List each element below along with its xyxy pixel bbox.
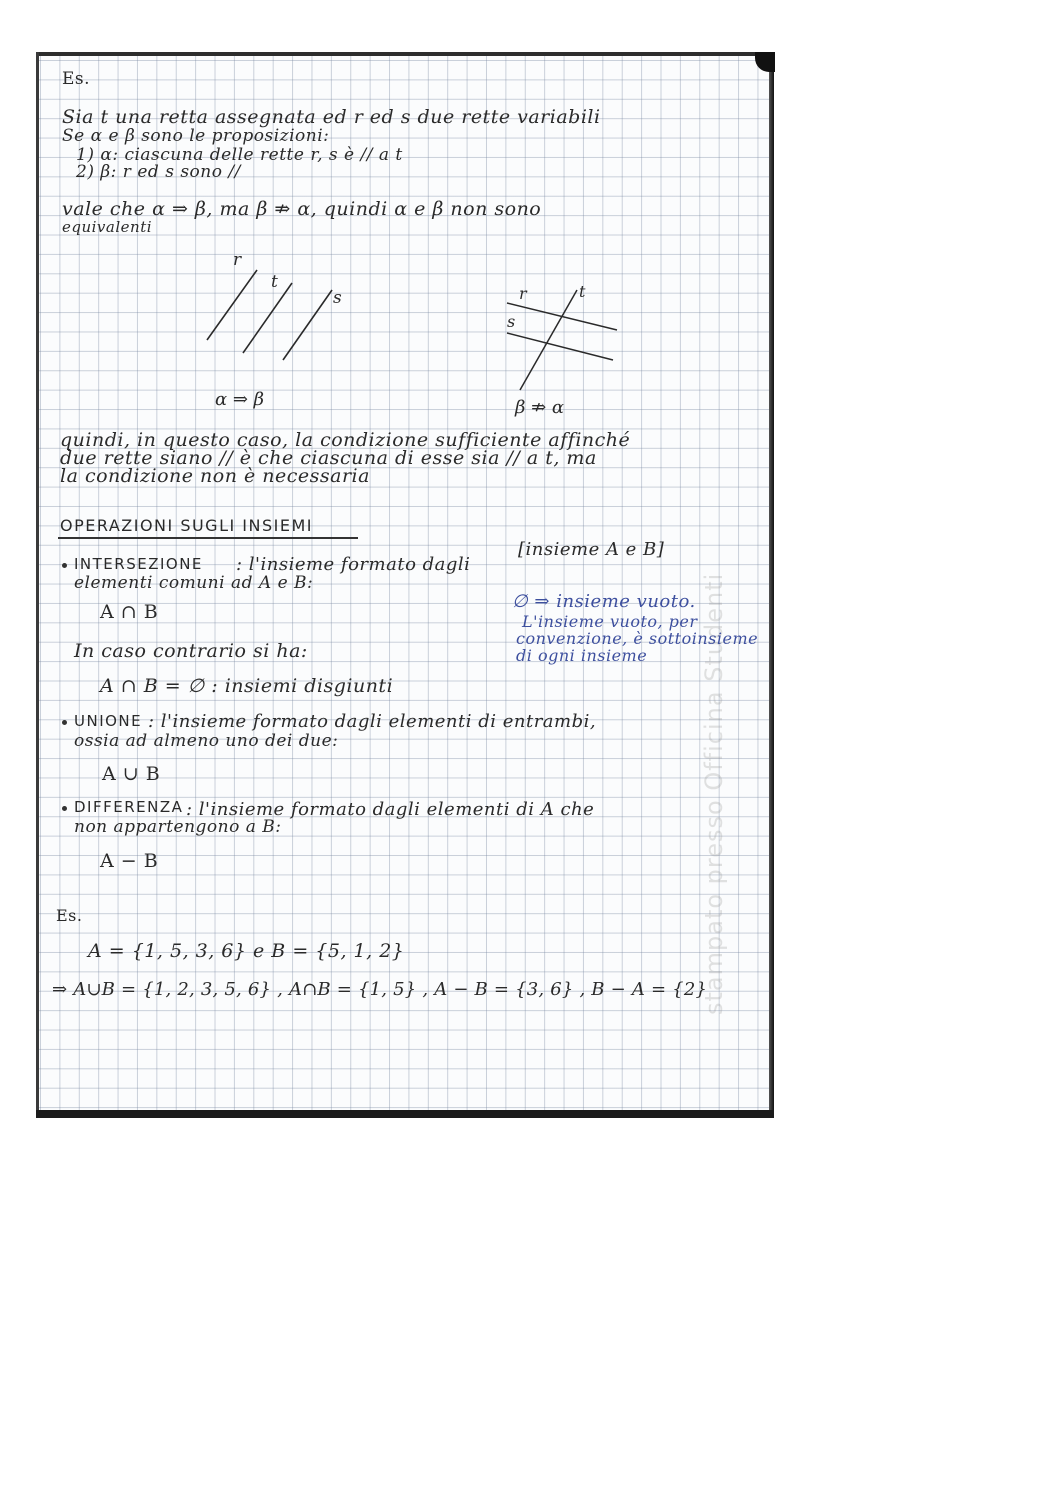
intersection-title: INTERSEZIONE <box>74 555 203 573</box>
difference-symbol: A − B <box>100 850 159 872</box>
sets-note: [insieme A e B] <box>518 539 665 560</box>
sets-definition: A = {1, 5, 3, 6} e B = {5, 1, 2} <box>88 940 405 962</box>
page-edge-right <box>769 52 774 1118</box>
watermark: stampato presso Officina Studenti <box>700 572 728 1015</box>
transversal-figure <box>495 275 635 425</box>
text-line: Sia t una retta assegnata ed r ed s due rette variabili <box>62 106 601 128</box>
text-line: ossia ad almeno uno dei due: <box>74 731 339 751</box>
text-line: Se α e β sono le proposizioni: <box>62 126 330 146</box>
sets-result: ⇒ A∪B = {1, 2, 3, 5, 6} , A∩B = {1, 5} , A − B = {3, 6} , B − A = {2} <box>52 979 708 1000</box>
difference-title: DIFFERENZA <box>74 798 184 816</box>
union-symbol: A ∪ B <box>102 763 161 785</box>
section-title: OPERAZIONI SUGLI INSIEMI <box>60 516 313 535</box>
bullet <box>62 720 67 725</box>
text-line: In caso contrario si ha: <box>74 640 308 662</box>
text-line: : l'insieme formato dagli <box>236 554 471 575</box>
intersection-symbol: A ∩ B <box>100 601 159 623</box>
line-t <box>520 290 577 390</box>
bullet <box>62 806 67 811</box>
example-label: Es. <box>56 906 83 925</box>
text-line: equivalenti <box>62 218 153 236</box>
text-line: vale che α ⇒ β, ma β ⇏ α, quindi α e β non sono <box>62 198 542 220</box>
label-s: s <box>507 312 516 331</box>
parallel-lines-figure <box>195 245 375 415</box>
page-edge-left <box>36 52 39 1118</box>
empty-set-note: L'insieme vuoto, per <box>522 612 698 631</box>
text-line: non appartengono a B: <box>74 817 282 837</box>
empty-set-note: convenzione, è sottoinsieme <box>516 629 759 648</box>
label-r: r <box>519 284 527 303</box>
bullet <box>62 563 67 568</box>
text-line: A ∩ B = ∅ : insiemi disgiunti <box>100 675 394 697</box>
text-line: elementi comuni ad A e B: <box>74 573 314 593</box>
label-s: s <box>333 288 342 308</box>
text-line: due rette siano // è che ciascuna di esse sia // a t, ma <box>60 447 597 469</box>
figure-caption: β ⇏ α <box>515 397 565 418</box>
example-label: Es. <box>62 69 91 89</box>
line-s <box>283 290 332 360</box>
label-r: r <box>233 250 242 270</box>
label-t: t <box>271 272 278 292</box>
line-s <box>507 333 613 360</box>
text-line: la condizione non è necessaria <box>60 465 370 487</box>
text-line: quindi, in questo caso, la condizione sufficiente affinché <box>60 429 631 451</box>
title-underline <box>58 537 358 539</box>
text-line: 2) β: r ed s sono // <box>76 162 241 182</box>
text-line: 1) α: ciascuna delle rette r, s è // a t <box>76 145 403 165</box>
page-edge-top <box>36 52 774 56</box>
union-title: UNIONE <box>74 712 143 730</box>
text-line: : l'insieme formato dagli elementi di entrambi, <box>148 711 597 732</box>
empty-set-note: ∅ ⇒ insieme vuoto. <box>512 591 696 612</box>
line-t <box>243 283 292 353</box>
text-line: : l'insieme formato dagli elementi di A che <box>186 799 595 820</box>
line-r <box>207 270 257 340</box>
empty-set-note: di ogni insieme <box>516 646 648 665</box>
figure-caption: α ⇒ β <box>215 389 265 410</box>
label-t: t <box>579 282 586 301</box>
page-edge-bottom <box>36 1110 774 1118</box>
